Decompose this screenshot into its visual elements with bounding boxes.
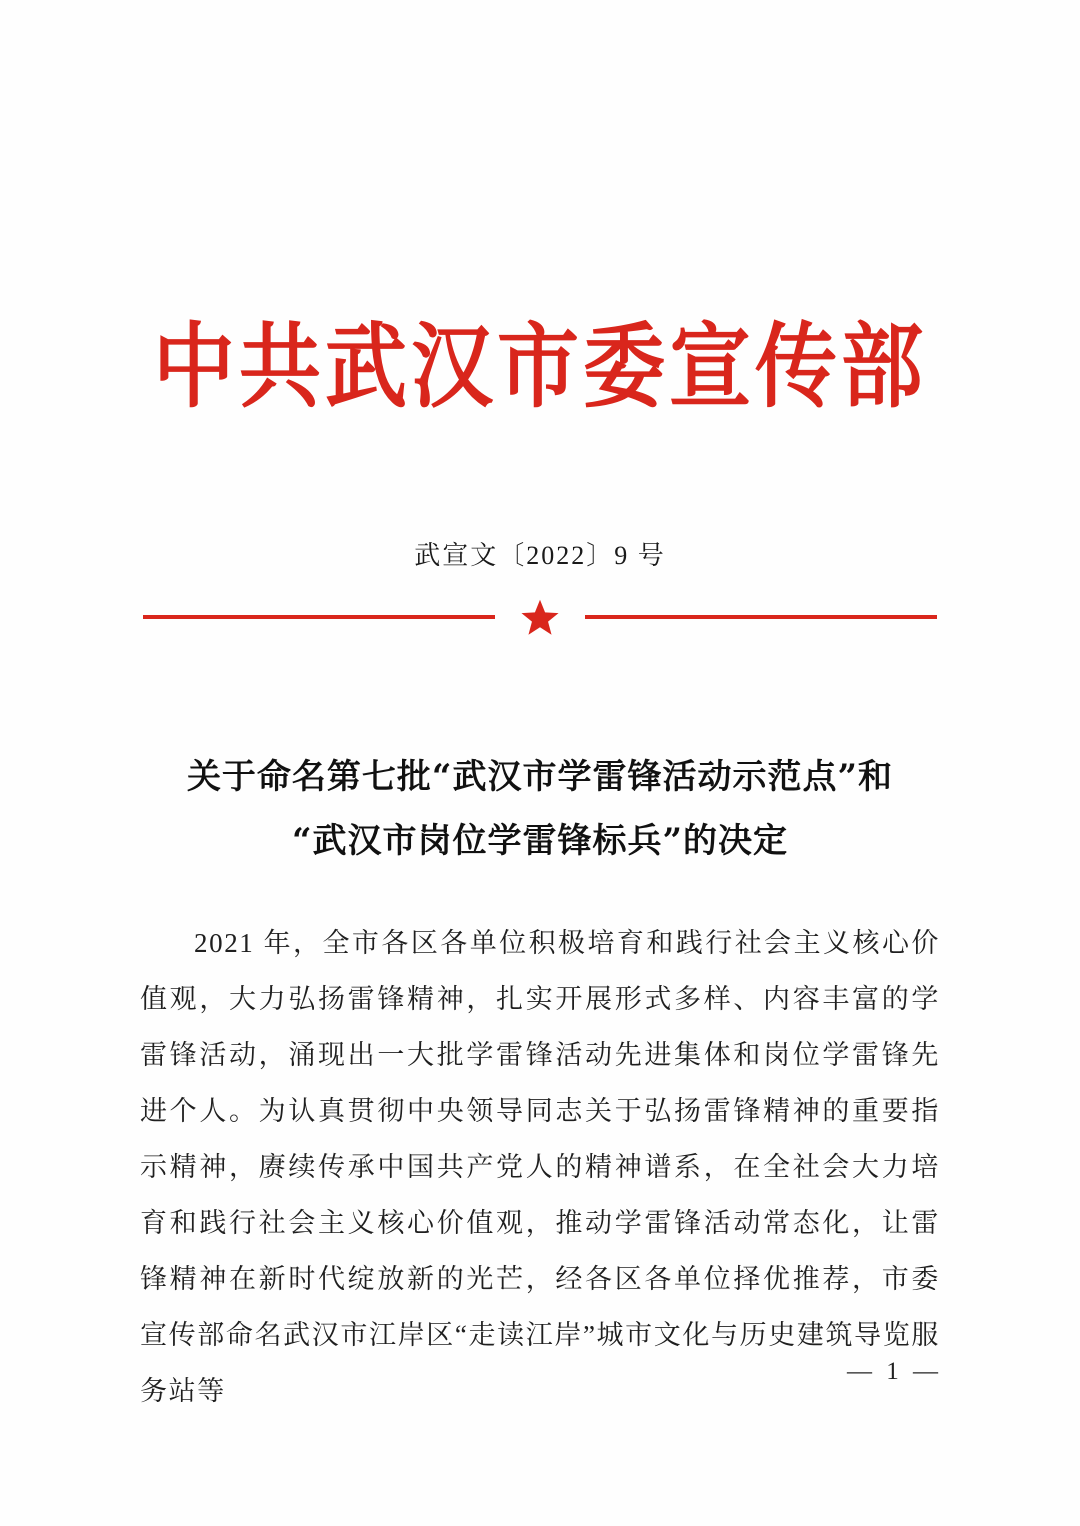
document-number: 武宣文〔2022〕9 号 bbox=[414, 541, 666, 570]
page-title bbox=[130, 745, 950, 873]
divider-line-right bbox=[585, 615, 937, 619]
page-title-line-2: “武汉市岗位学雷锋标兵”的决定 bbox=[291, 821, 789, 861]
body-content bbox=[140, 915, 940, 1419]
page-number: — 1 — bbox=[847, 1358, 942, 1385]
body-paragraph: 2021 年，全市各区各单位积极培育和践行社会主义核心价值观，大力弘扬雷锋精神，扎实开展形式多样、内容丰富的学雷锋活动，涌现出一大批学雷锋活动先进集体和岗位学雷锋先进个人。为认真贯彻中央领导同志关于弘扬雷锋精神的重要指示精神，赓续传承中国共产党人的精神谱系，在全社会大力培育和践行社会主义核心价值观，推动学雷锋活动常态化，让雷锋精神在新时代绽放新的光芒，经各区各单位择优推荐，市委宣传部命名武汉市江岸区“走读江岸”城市文化与历史建筑导览服务站等 bbox=[140, 928, 940, 1406]
red-star-icon bbox=[518, 597, 562, 639]
divider-line-left bbox=[143, 615, 495, 619]
letterhead-title: 中共武汉市委宣传部 bbox=[152, 313, 927, 421]
page-title-line-1: 关于命名第七批“武汉市学雷锋活动示范点”和 bbox=[186, 757, 894, 797]
letterhead bbox=[0, 313, 1080, 421]
red-divider-rule bbox=[143, 597, 937, 637]
